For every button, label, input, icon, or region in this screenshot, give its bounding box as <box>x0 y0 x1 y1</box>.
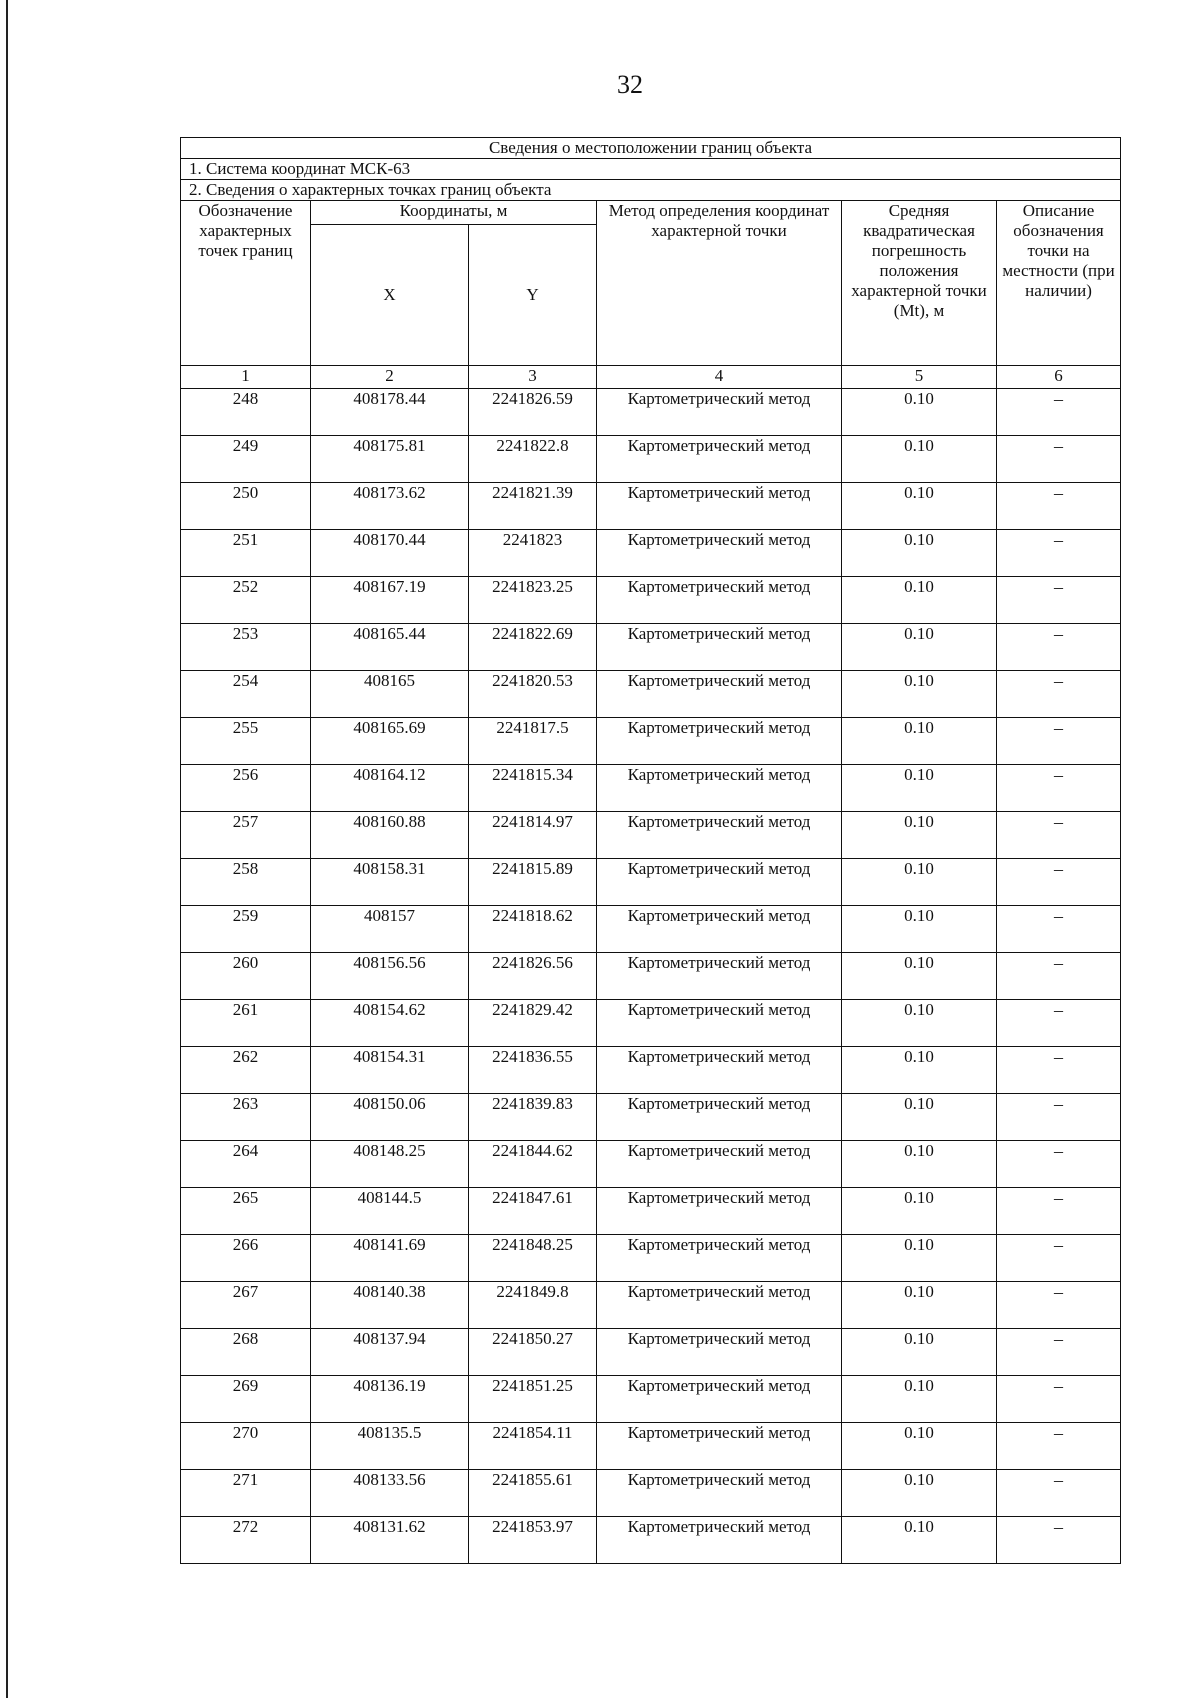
y-coordinate-cell: 2241823.25 <box>469 577 597 624</box>
method-cell: Картометрический метод <box>597 859 842 906</box>
method-cell: Картометрический метод <box>597 577 842 624</box>
mean-error-cell: 0.10 <box>842 1141 997 1188</box>
point-id-cell: 266 <box>181 1235 311 1282</box>
mean-error-cell: 0.10 <box>842 577 997 624</box>
y-coordinate-cell: 2241821.39 <box>469 483 597 530</box>
description-cell: – <box>997 906 1121 953</box>
x-coordinate-cell: 408150.06 <box>311 1094 469 1141</box>
method-cell: Картометрический метод <box>597 1000 842 1047</box>
description-cell: – <box>997 1188 1121 1235</box>
table-row <box>181 671 1121 718</box>
method-cell: Картометрический метод <box>597 1329 842 1376</box>
x-coordinate-cell: 408136.19 <box>311 1376 469 1423</box>
description-cell: – <box>997 1000 1121 1047</box>
description-cell: – <box>997 1376 1121 1423</box>
mean-error-cell: 0.10 <box>842 1470 997 1517</box>
table-row <box>181 389 1121 436</box>
y-coordinate-cell: 2241814.97 <box>469 812 597 859</box>
header-point-designation: Обозначение характерных точек границ <box>181 201 311 366</box>
table-row <box>181 906 1121 953</box>
x-coordinate-cell: 408165.44 <box>311 624 469 671</box>
description-cell: – <box>997 1329 1121 1376</box>
description-cell: – <box>997 1282 1121 1329</box>
x-coordinate-cell: 408164.12 <box>311 765 469 812</box>
header-coordinates: Координаты, м <box>311 201 597 225</box>
point-id-cell: 249 <box>181 436 311 483</box>
header-x: X <box>311 225 469 366</box>
x-coordinate-cell: 408137.94 <box>311 1329 469 1376</box>
point-id-cell: 261 <box>181 1000 311 1047</box>
header-mean-error: Средняя квадратическая погрешность положения характерной точки (Mt), м <box>842 201 997 366</box>
coordinate-system: 1. Система координат МСК-63 <box>181 159 1121 180</box>
mean-error-cell: 0.10 <box>842 812 997 859</box>
y-coordinate-cell: 2241854.11 <box>469 1423 597 1470</box>
x-coordinate-cell: 408175.81 <box>311 436 469 483</box>
mean-error-cell: 0.10 <box>842 1517 997 1564</box>
description-cell: – <box>997 530 1121 577</box>
x-coordinate-cell: 408148.25 <box>311 1141 469 1188</box>
description-cell: – <box>997 483 1121 530</box>
mean-error-cell: 0.10 <box>842 1188 997 1235</box>
mean-error-cell: 0.10 <box>842 624 997 671</box>
y-coordinate-cell: 2241815.34 <box>469 765 597 812</box>
point-id-cell: 263 <box>181 1094 311 1141</box>
x-coordinate-cell: 408141.69 <box>311 1235 469 1282</box>
description-cell: – <box>997 577 1121 624</box>
y-coordinate-cell: 2241849.8 <box>469 1282 597 1329</box>
point-id-cell: 255 <box>181 718 311 765</box>
mean-error-cell: 0.10 <box>842 765 997 812</box>
table-row <box>181 1282 1121 1329</box>
left-margin-line <box>6 0 8 1698</box>
method-cell: Картометрический метод <box>597 1376 842 1423</box>
description-cell: – <box>997 1423 1121 1470</box>
y-coordinate-cell: 2241818.62 <box>469 906 597 953</box>
table-row <box>181 1141 1121 1188</box>
mean-error-cell: 0.10 <box>842 1282 997 1329</box>
point-id-cell: 250 <box>181 483 311 530</box>
description-cell: – <box>997 1235 1121 1282</box>
section-heading: 2. Сведения о характерных точках границ объекта <box>181 180 1121 201</box>
table-row <box>181 765 1121 812</box>
column-number: 1 <box>181 366 311 389</box>
x-coordinate-cell: 408154.62 <box>311 1000 469 1047</box>
y-coordinate-cell: 2241839.83 <box>469 1094 597 1141</box>
point-id-cell: 258 <box>181 859 311 906</box>
column-number: 4 <box>597 366 842 389</box>
column-number: 3 <box>469 366 597 389</box>
table-row <box>181 1470 1121 1517</box>
point-id-cell: 256 <box>181 765 311 812</box>
mean-error-cell: 0.10 <box>842 1094 997 1141</box>
mean-error-cell: 0.10 <box>842 1423 997 1470</box>
mean-error-cell: 0.10 <box>842 1376 997 1423</box>
x-coordinate-cell: 408157 <box>311 906 469 953</box>
point-id-cell: 264 <box>181 1141 311 1188</box>
table-row <box>181 1188 1121 1235</box>
point-id-cell: 254 <box>181 671 311 718</box>
y-coordinate-cell: 2241822.8 <box>469 436 597 483</box>
y-coordinate-cell: 2241850.27 <box>469 1329 597 1376</box>
mean-error-cell: 0.10 <box>842 436 997 483</box>
mean-error-cell: 0.10 <box>842 1235 997 1282</box>
method-cell: Картометрический метод <box>597 436 842 483</box>
column-number: 2 <box>311 366 469 389</box>
method-cell: Картометрический метод <box>597 765 842 812</box>
table-row <box>181 1047 1121 1094</box>
boundary-points-table <box>180 137 1121 1564</box>
table-row <box>181 953 1121 1000</box>
mean-error-cell: 0.10 <box>842 389 997 436</box>
method-cell: Картометрический метод <box>597 906 842 953</box>
method-cell: Картометрический метод <box>597 1141 842 1188</box>
y-coordinate-cell: 2241815.89 <box>469 859 597 906</box>
point-id-cell: 259 <box>181 906 311 953</box>
description-cell: – <box>997 953 1121 1000</box>
table-row <box>181 1094 1121 1141</box>
x-coordinate-cell: 408167.19 <box>311 577 469 624</box>
method-cell: Картометрический метод <box>597 1282 842 1329</box>
x-coordinate-cell: 408131.62 <box>311 1517 469 1564</box>
x-coordinate-cell: 408156.56 <box>311 953 469 1000</box>
description-cell: – <box>997 718 1121 765</box>
column-number: 6 <box>997 366 1121 389</box>
table-row <box>181 1423 1121 1470</box>
y-coordinate-cell: 2241848.25 <box>469 1235 597 1282</box>
x-coordinate-cell: 408165 <box>311 671 469 718</box>
x-coordinate-cell: 408144.5 <box>311 1188 469 1235</box>
description-cell: – <box>997 1470 1121 1517</box>
method-cell: Картометрический метод <box>597 1423 842 1470</box>
method-cell: Картометрический метод <box>597 1188 842 1235</box>
y-coordinate-cell: 2241853.97 <box>469 1517 597 1564</box>
page-number: 32 <box>617 70 643 99</box>
method-cell: Картометрический метод <box>597 718 842 765</box>
table-row <box>181 1235 1121 1282</box>
point-id-cell: 253 <box>181 624 311 671</box>
mean-error-cell: 0.10 <box>842 953 997 1000</box>
method-cell: Картометрический метод <box>597 1235 842 1282</box>
description-cell: – <box>997 1094 1121 1141</box>
table-row <box>181 577 1121 624</box>
point-id-cell: 257 <box>181 812 311 859</box>
method-cell: Картометрический метод <box>597 1094 842 1141</box>
table-row <box>181 530 1121 577</box>
method-cell: Картометрический метод <box>597 1470 842 1517</box>
x-coordinate-cell: 408135.5 <box>311 1423 469 1470</box>
y-coordinate-cell: 2241844.62 <box>469 1141 597 1188</box>
y-coordinate-cell: 2241826.56 <box>469 953 597 1000</box>
description-cell: – <box>997 671 1121 718</box>
header-description: Описание обозначения точки на местности (при наличии) <box>997 201 1121 366</box>
y-coordinate-cell: 2241822.69 <box>469 624 597 671</box>
table-row <box>181 624 1121 671</box>
point-id-cell: 251 <box>181 530 311 577</box>
point-id-cell: 268 <box>181 1329 311 1376</box>
x-coordinate-cell: 408178.44 <box>311 389 469 436</box>
method-cell: Картометрический метод <box>597 671 842 718</box>
method-cell: Картометрический метод <box>597 483 842 530</box>
mean-error-cell: 0.10 <box>842 1000 997 1047</box>
x-coordinate-cell: 408165.69 <box>311 718 469 765</box>
method-cell: Картометрический метод <box>597 812 842 859</box>
y-coordinate-cell: 2241847.61 <box>469 1188 597 1235</box>
table-row <box>181 1376 1121 1423</box>
description-cell: – <box>997 812 1121 859</box>
x-coordinate-cell: 408140.38 <box>311 1282 469 1329</box>
table-row <box>181 1517 1121 1564</box>
method-cell: Картометрический метод <box>597 1517 842 1564</box>
y-coordinate-cell: 2241820.53 <box>469 671 597 718</box>
table-row <box>181 812 1121 859</box>
mean-error-cell: 0.10 <box>842 671 997 718</box>
mean-error-cell: 0.10 <box>842 1329 997 1376</box>
point-id-cell: 269 <box>181 1376 311 1423</box>
table-row <box>181 718 1121 765</box>
x-coordinate-cell: 408173.62 <box>311 483 469 530</box>
header-y: Y <box>469 225 597 366</box>
point-id-cell: 272 <box>181 1517 311 1564</box>
table-row <box>181 436 1121 483</box>
header-method: Метод определения координат характерной точки <box>597 201 842 366</box>
y-coordinate-cell: 2241851.25 <box>469 1376 597 1423</box>
description-cell: – <box>997 765 1121 812</box>
point-id-cell: 265 <box>181 1188 311 1235</box>
x-coordinate-cell: 408160.88 <box>311 812 469 859</box>
mean-error-cell: 0.10 <box>842 718 997 765</box>
description-cell: – <box>997 859 1121 906</box>
table-row <box>181 1329 1121 1376</box>
point-id-cell: 262 <box>181 1047 311 1094</box>
point-id-cell: 271 <box>181 1470 311 1517</box>
x-coordinate-cell: 408170.44 <box>311 530 469 577</box>
table-row <box>181 1000 1121 1047</box>
description-cell: – <box>997 436 1121 483</box>
x-coordinate-cell: 408158.31 <box>311 859 469 906</box>
point-id-cell: 267 <box>181 1282 311 1329</box>
y-coordinate-cell: 2241823 <box>469 530 597 577</box>
mean-error-cell: 0.10 <box>842 483 997 530</box>
point-id-cell: 252 <box>181 577 311 624</box>
method-cell: Картометрический метод <box>597 530 842 577</box>
description-cell: – <box>997 624 1121 671</box>
y-coordinate-cell: 2241826.59 <box>469 389 597 436</box>
description-cell: – <box>997 1517 1121 1564</box>
mean-error-cell: 0.10 <box>842 906 997 953</box>
mean-error-cell: 0.10 <box>842 530 997 577</box>
method-cell: Картометрический метод <box>597 389 842 436</box>
method-cell: Картометрический метод <box>597 1047 842 1094</box>
description-cell: – <box>997 389 1121 436</box>
table-row <box>181 859 1121 906</box>
point-id-cell: 270 <box>181 1423 311 1470</box>
method-cell: Картометрический метод <box>597 953 842 1000</box>
y-coordinate-cell: 2241829.42 <box>469 1000 597 1047</box>
method-cell: Картометрический метод <box>597 624 842 671</box>
mean-error-cell: 0.10 <box>842 859 997 906</box>
table-row <box>181 483 1121 530</box>
point-id-cell: 260 <box>181 953 311 1000</box>
point-id-cell: 248 <box>181 389 311 436</box>
description-cell: – <box>997 1141 1121 1188</box>
x-coordinate-cell: 408154.31 <box>311 1047 469 1094</box>
description-cell: – <box>997 1047 1121 1094</box>
y-coordinate-cell: 2241836.55 <box>469 1047 597 1094</box>
y-coordinate-cell: 2241855.61 <box>469 1470 597 1517</box>
table-caption: Сведения о местоположении границ объекта <box>181 138 1121 159</box>
mean-error-cell: 0.10 <box>842 1047 997 1094</box>
y-coordinate-cell: 2241817.5 <box>469 718 597 765</box>
column-number: 5 <box>842 366 997 389</box>
x-coordinate-cell: 408133.56 <box>311 1470 469 1517</box>
